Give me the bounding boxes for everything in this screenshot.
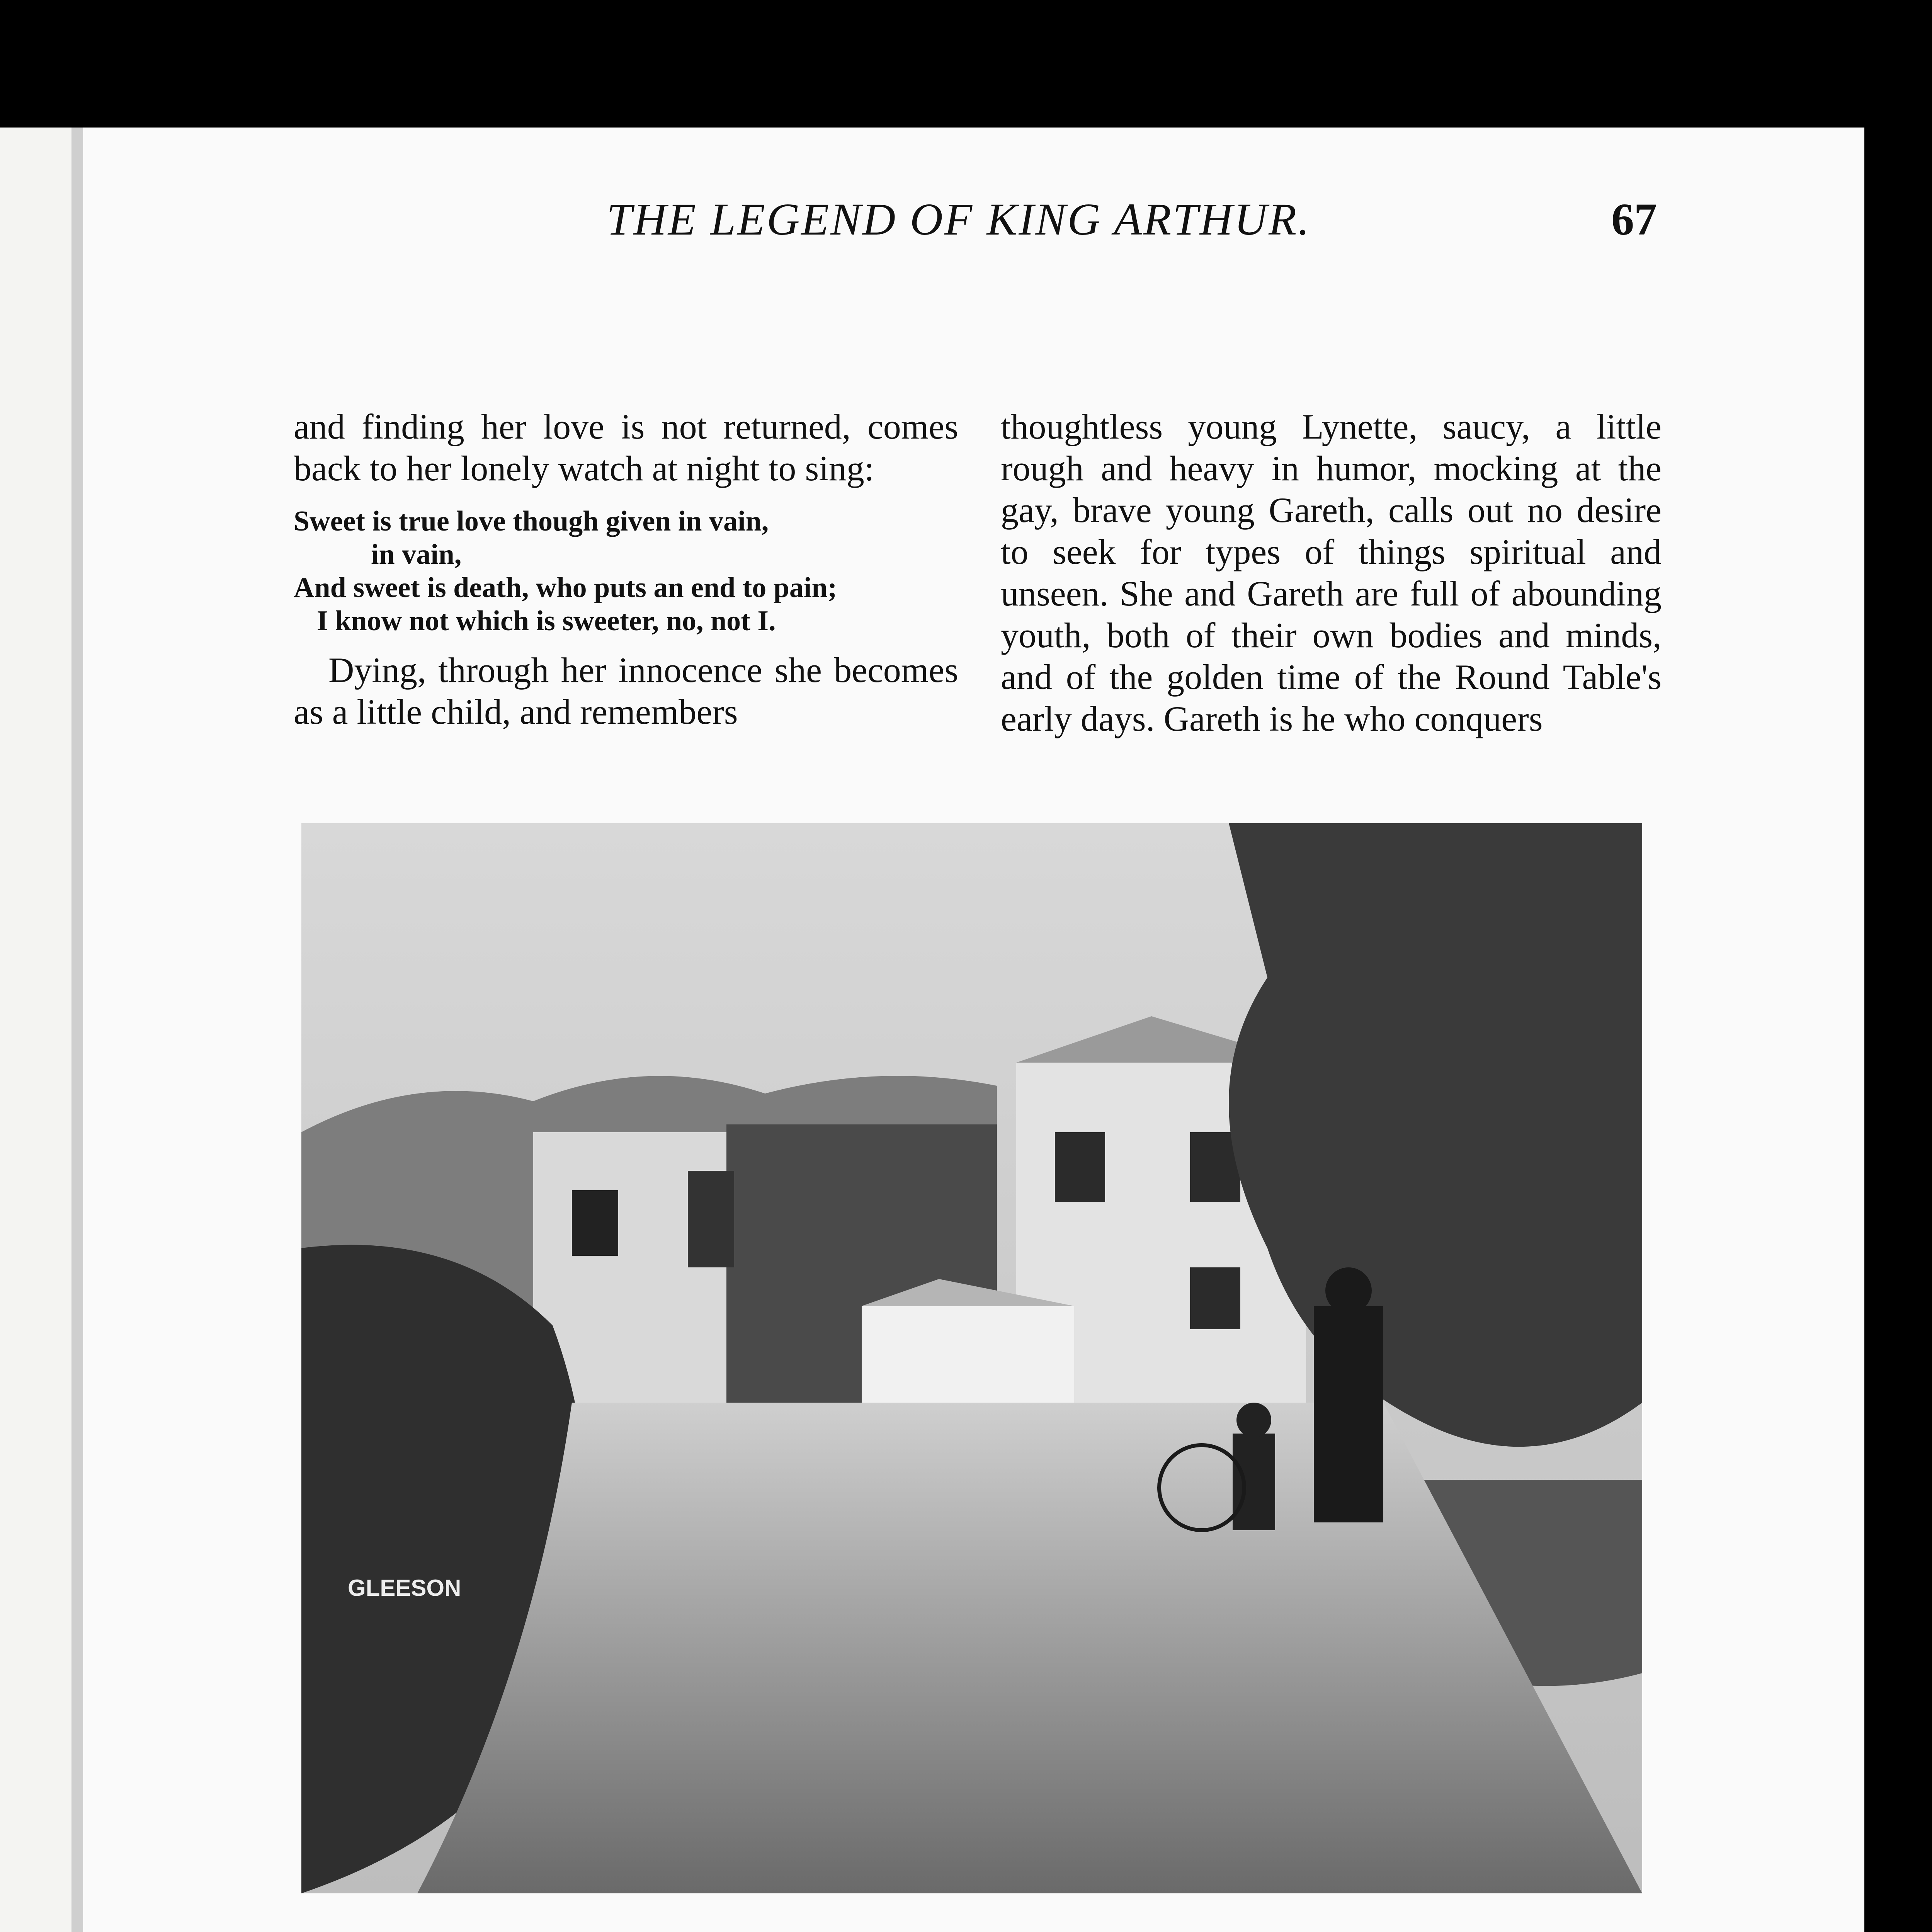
column-top-right [1001,406,1662,740]
poem-line: And sweet is death, who puts an end to pain; [294,572,837,604]
poem-line: Sweet is true love though given in vain, [294,505,769,537]
running-head: THE LEGEND OF KING ARTHUR. [607,194,1311,245]
paragraph: thoughtless young Lynette, saucy, a little rough and heavy in humor, mocking at the gay, brave young Gareth, calls out no desire to seek for types of things spiritual and unseen. She and Gareth are full of abounding youth, both of their own bodies and minds, and of the golden time of the Round Table's early days. Gareth is he who conquers [1001,407,1662,738]
artist-signature: GLEESON [348,1575,461,1601]
paragraph: Dying, through her innocence she becomes as a little child, and remembers [294,650,958,731]
book-gutter [71,128,83,1932]
poem-line: in vain, [371,539,462,570]
farringford-illustration [301,823,1642,1893]
illustration-artwork [301,823,1642,1893]
poem-quote [294,505,958,638]
poem-line: I know not which is sweeter, no, not I. [317,605,776,637]
facing-page-edge [0,128,77,1932]
column-top-left [294,406,958,733]
page-number: 67 [1611,194,1657,245]
paragraph: and finding her love is not returned, comes back to her lonely watch at night to sing: [294,407,958,488]
